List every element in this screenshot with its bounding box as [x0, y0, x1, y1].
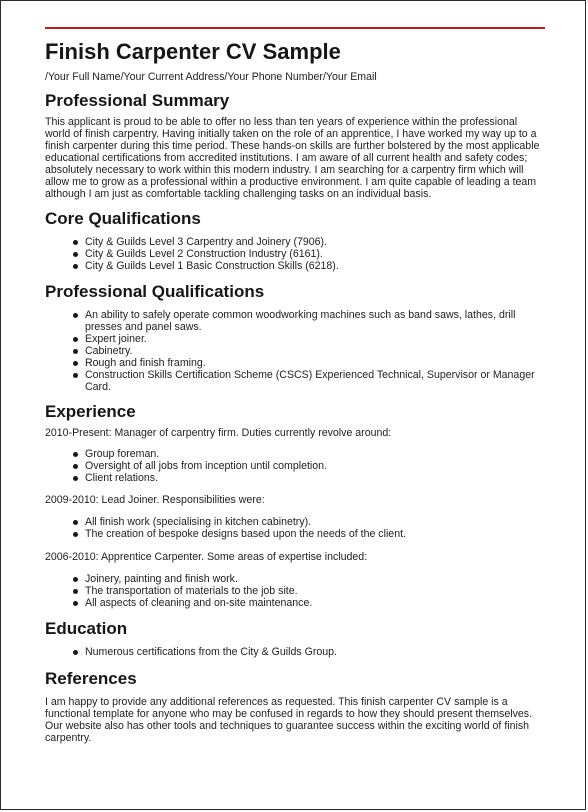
education-heading: Education	[45, 619, 128, 638]
job-title: 2010-Present: Manager of carpentry firm. Duties currently revolve around:	[45, 427, 392, 439]
professional-heading: Professional Qualifications	[45, 282, 265, 301]
job-duty-item: All aspects of cleaning and on-site maintenance.	[85, 597, 545, 609]
job-duty-item: Group foreman.	[85, 448, 545, 460]
professional-item: Cabinetry.	[85, 345, 545, 357]
job-duty-item: Client relations.	[85, 472, 545, 484]
bullet-icon	[73, 476, 78, 481]
bullet-icon	[73, 240, 78, 245]
bullet-icon	[73, 264, 78, 269]
bullet-icon	[73, 601, 78, 606]
top-accent-rule	[45, 27, 545, 29]
bullet-icon	[73, 373, 78, 378]
contact-line: /Your Full Name/Your Current Address/Your Phone Number/Your Email	[45, 71, 377, 83]
job-duties-list	[45, 448, 545, 484]
bullet-icon	[73, 589, 78, 594]
bullet-icon	[73, 313, 78, 318]
cv-title: Finish Carpenter CV Sample	[45, 39, 341, 64]
job-duty-item: The creation of bespoke designs based upon the needs of the client.	[85, 528, 545, 540]
bullet-icon	[73, 464, 78, 469]
core-item: City & Guilds Level 2 Construction Industry (6161).	[85, 248, 545, 260]
job-duties-list	[45, 516, 545, 540]
bullet-icon	[73, 577, 78, 582]
bullet-icon	[73, 349, 78, 354]
job-duty-item: All finish work (specialising in kitchen cabinetry).	[85, 516, 545, 528]
references-text: I am happy to provide any additional references as requested. This finish carpenter CV sample is a functional template for anyone who may be confused in regards to how they should present themselves. Our website also has other tools and techniques to guarantee success within the exciting world of finish carpentry.	[45, 696, 533, 744]
professional-item: Rough and finish framing.	[85, 357, 545, 369]
summary-heading: Professional Summary	[45, 91, 230, 110]
bullet-icon	[73, 252, 78, 257]
job-title: 2009-2010: Lead Joiner. Responsibilities were:	[45, 494, 265, 506]
job-duties-list	[45, 573, 545, 609]
bullet-icon	[73, 361, 78, 366]
job-duty-item: The transportation of materials to the job site.	[85, 585, 545, 597]
bullet-icon	[73, 650, 78, 655]
professional-list	[45, 309, 545, 393]
references-heading: References	[45, 669, 137, 688]
professional-item: Construction Skills Certification Scheme (CSCS) Experienced Technical, Supervisor or Manager Card.	[85, 369, 545, 393]
core-item: City & Guilds Level 1 Basic Construction Skills (6218).	[85, 260, 545, 272]
cv-content	[45, 37, 545, 744]
job-title: 2006-2010: Apprentice Carpenter. Some areas of expertise included:	[45, 551, 368, 563]
core-heading: Core Qualifications	[45, 209, 201, 228]
job-duty-item: Joinery, painting and finish work.	[85, 573, 545, 585]
core-item: City & Guilds Level 3 Carpentry and Joinery (7906).	[85, 236, 545, 248]
bullet-icon	[73, 337, 78, 342]
core-list	[45, 236, 545, 272]
education-item: Numerous certifications from the City & Guilds Group.	[85, 646, 545, 658]
job-duty-item: Oversight of all jobs from inception until completion.	[85, 460, 545, 472]
bullet-icon	[73, 452, 78, 457]
bullet-icon	[73, 532, 78, 537]
summary-text: This applicant is proud to be able to offer no less than ten years of experience within the professional world of finish carpentry. Having initially taken on the role of an apprentice, I have worked my way up to a finish carpenter during this time period. These hands-on skills are further bolstered by the most applicable educational certifications from accredited institutions. I am aware of all current health and safety codes; absolutely necessary to work within this modern industry. I am searching for a carpentry firm which will allow me to grow as a professional within a productive environment. I am quite capable of leading a team although I am just as comfortable tackling challenging tasks on an individual basis.	[45, 116, 540, 200]
professional-item: Expert joiner.	[85, 333, 545, 345]
professional-item: An ability to safely operate common woodworking machines such as band saws, lathes, drill presses and panel saws.	[85, 309, 545, 333]
bullet-icon	[73, 520, 78, 525]
experience-heading: Experience	[45, 402, 136, 421]
education-list	[45, 646, 545, 658]
